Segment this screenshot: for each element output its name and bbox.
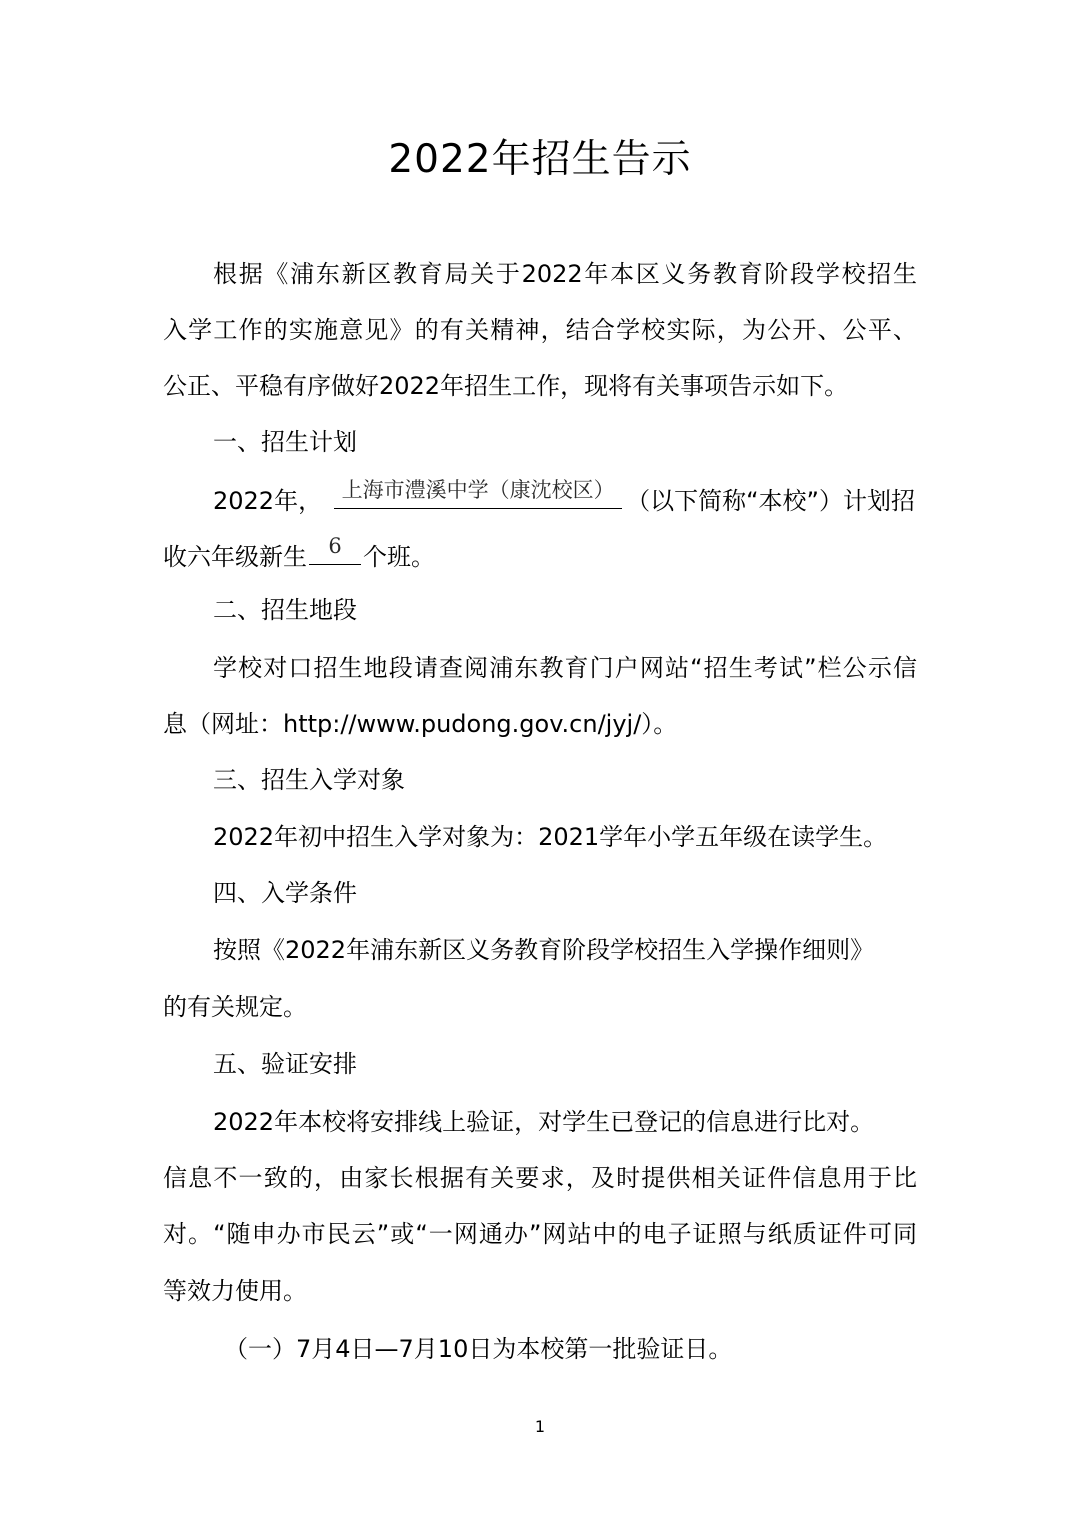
section-4-heading: 四、入学条件 — [213, 879, 357, 907]
page-number: 1 — [534, 1417, 546, 1436]
section-2-heading: 二、招生地段 — [213, 596, 357, 624]
section-1-line-2-suffix: 个班。 — [363, 543, 435, 571]
section-1-line-2 — [163, 536, 435, 575]
intro-line-2: 入学工作的实施意见》的有关精神，结合学校实际，为公开、公平、 — [163, 316, 917, 344]
section-5-item-1: （一）7月4日—7月10日为本校第一批验证日。 — [224, 1335, 733, 1363]
class-count-handwritten: 6 — [328, 534, 342, 558]
section-5-line-3: 对。“随申办市民云”或“一网通办”网站中的电子证照与纸质证件可同 — [163, 1220, 917, 1248]
school-name-handwritten: 上海市澧溪中学（康沈校区） — [341, 478, 615, 502]
section-3-line-1: 2022年初中招生入学对象为：2021学年小学五年级在读学生。 — [213, 823, 888, 851]
section-1-prefix: 2022年， — [213, 487, 323, 515]
class-count-blank — [309, 536, 361, 565]
intro-line-1: 根据《浦东新区教育局关于2022年本区义务教育阶段学校招生 — [213, 260, 917, 288]
section-4-line-2: 的有关规定。 — [163, 993, 307, 1021]
section-1-heading: 一、招生计划 — [213, 428, 357, 456]
school-name-blank — [334, 480, 622, 509]
section-5-line-2: 信息不一致的，由家长根据有关要求，及时提供相关证件信息用于比 — [163, 1164, 917, 1192]
section-2-line-2: 息（网址：http://www.pudong.gov.cn/jyj/）。 — [163, 710, 678, 738]
section-5-line-4: 等效力使用。 — [163, 1277, 307, 1305]
intro-line-3: 公正、平稳有序做好2022年招生工作，现将有关事项告示如下。 — [163, 372, 849, 400]
section-1-line-2-prefix: 收六年级新生 — [163, 543, 307, 571]
section-4-line-1: 按照《2022年浦东新区义务教育阶段学校招生入学操作细则》 — [213, 936, 875, 964]
document-title: 2022年招生告示 — [388, 137, 692, 182]
section-1-line-1 — [213, 480, 915, 519]
section-2-line-1: 学校对口招生地段请查阅浦东教育门户网站“招生考试”栏公示信 — [213, 654, 917, 682]
section-3-heading: 三、招生入学对象 — [213, 766, 405, 794]
section-5-line-1: 2022年本校将安排线上验证，对学生已登记的信息进行比对。 — [213, 1108, 875, 1136]
section-1-suffix: （以下简称“本校”）计划招 — [626, 487, 915, 515]
section-5-heading: 五、验证安排 — [213, 1050, 357, 1078]
